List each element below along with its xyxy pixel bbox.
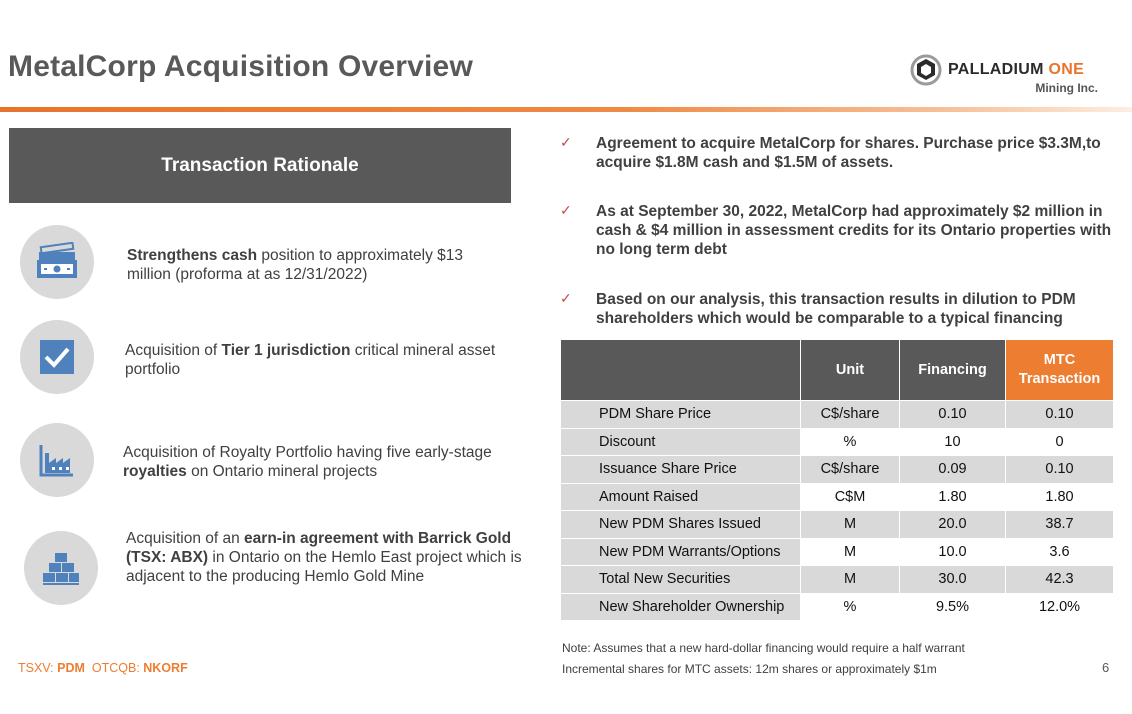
financing-cell: 1.80 bbox=[900, 483, 1006, 511]
reason-text-pre: Acquisition of bbox=[125, 342, 222, 359]
tsxv-label: TSXV: bbox=[18, 661, 58, 675]
reason-text-pre: Acquisition of Royalty Portfolio having five early-stage bbox=[123, 444, 492, 461]
row-label: New PDM Warrants/Options bbox=[561, 538, 801, 566]
mtc-cell: 38.7 bbox=[1006, 511, 1114, 539]
table-header-row bbox=[561, 340, 1114, 401]
reason-barrick bbox=[126, 529, 526, 586]
dilution-comparison-table bbox=[560, 339, 1114, 621]
cash-icon bbox=[35, 242, 79, 282]
unit-cell: C$/share bbox=[801, 401, 900, 429]
financing-cell: 30.0 bbox=[900, 566, 1006, 594]
mtc-cell: 42.3 bbox=[1006, 566, 1114, 594]
row-label: Discount bbox=[561, 428, 801, 456]
cash-icon-bubble bbox=[20, 225, 94, 299]
mtc-cell: 0.10 bbox=[1006, 401, 1114, 429]
logo-name-accent: ONE bbox=[1048, 61, 1085, 78]
table-row bbox=[561, 566, 1114, 594]
financing-cell: 10 bbox=[900, 428, 1006, 456]
reason-text: position to approximately $13 million (proforma at as 12/31/2022) bbox=[127, 247, 463, 283]
table-note-incremental: Incremental shares for MTC assets: 12m shares or approximately $1m bbox=[562, 662, 937, 676]
logo-subtitle: Mining Inc. bbox=[1035, 81, 1098, 95]
reason-cash bbox=[127, 246, 507, 284]
ticker-symbols bbox=[18, 661, 188, 675]
header-financing: Financing bbox=[900, 340, 1006, 401]
header-divider bbox=[0, 107, 1132, 112]
table-row bbox=[561, 456, 1114, 484]
reason-bold: earn-in agreement with Barrick Gold (TSX: ABX) bbox=[126, 530, 512, 566]
rationale-title: Transaction Rationale bbox=[161, 154, 359, 176]
checkmark-icon bbox=[38, 338, 76, 376]
unit-cell: M bbox=[801, 566, 900, 594]
row-label: New PDM Shares Issued bbox=[561, 511, 801, 539]
row-label: Amount Raised bbox=[561, 483, 801, 511]
reason-text: on Ontario mineral projects bbox=[186, 463, 378, 480]
tsxv-symbol: PDM bbox=[57, 661, 85, 675]
reason-bold: Strengthens cash bbox=[127, 247, 258, 264]
check-icon: ✓ bbox=[560, 290, 572, 306]
mtc-cell: 0 bbox=[1006, 428, 1114, 456]
gold-bars-icon-bubble bbox=[24, 531, 98, 605]
check-icon: ✓ bbox=[560, 134, 572, 150]
bullet-text: As at September 30, 2022, MetalCorp had approximately $2 million in cash & $4 million in assessment credits for its Ontario properties with no long term debt bbox=[596, 203, 1112, 258]
mtc-cell: 1.80 bbox=[1006, 483, 1114, 511]
reason-bold: Tier 1 jurisdiction bbox=[221, 342, 351, 359]
check-icon: ✓ bbox=[560, 202, 572, 218]
table-row bbox=[561, 401, 1114, 429]
factory-icon bbox=[39, 443, 75, 477]
page-title: MetalCorp Acquisition Overview bbox=[8, 50, 473, 83]
financing-cell: 20.0 bbox=[900, 511, 1006, 539]
reason-text: in Ontario on the Hemlo East project which is adjacent to the producing Hemlo Gold Mine bbox=[126, 549, 522, 585]
bullet-text: Agreement to acquire MetalCorp for shares. Purchase price $3.3M,to acquire $1.8M cash and $1.5M of assets. bbox=[596, 135, 1101, 171]
header-unit: Unit bbox=[801, 340, 900, 401]
reason-text: critical mineral asset portfolio bbox=[125, 342, 496, 378]
unit-cell: M bbox=[801, 511, 900, 539]
header-mtc-label: MTC Transaction bbox=[1018, 352, 1101, 387]
table-row bbox=[561, 428, 1114, 456]
financing-cell: 9.5% bbox=[900, 593, 1006, 621]
mtc-cell: 3.6 bbox=[1006, 538, 1114, 566]
row-label: Total New Securities bbox=[561, 566, 801, 594]
palladium-one-logo-icon bbox=[910, 54, 942, 86]
table-row bbox=[561, 593, 1114, 621]
checkmark-icon-bubble bbox=[20, 320, 94, 394]
otc-label: OTCQB: bbox=[91, 661, 144, 675]
mtc-cell: 12.0% bbox=[1006, 593, 1114, 621]
unit-cell: C$/share bbox=[801, 456, 900, 484]
row-label: PDM Share Price bbox=[561, 401, 801, 429]
reason-bold: royalties bbox=[123, 463, 187, 480]
financing-cell: 10.0 bbox=[900, 538, 1006, 566]
otc-symbol: NKORF bbox=[143, 661, 188, 675]
table-row bbox=[561, 483, 1114, 511]
reason-royalties bbox=[123, 443, 493, 481]
financing-cell: 0.10 bbox=[900, 401, 1006, 429]
financing-cell: 0.09 bbox=[900, 456, 1006, 484]
reason-jurisdiction bbox=[125, 341, 525, 379]
unit-cell: % bbox=[801, 593, 900, 621]
row-label: Issuance Share Price bbox=[561, 456, 801, 484]
logo-name bbox=[948, 61, 1084, 79]
unit-cell: C$M bbox=[801, 483, 900, 511]
row-label: New Shareholder Ownership bbox=[561, 593, 801, 621]
bullet-text: Based on our analysis, this transaction results in dilution to PDM shareholders which would be comparable to a typical financing bbox=[596, 291, 1076, 327]
page-number: 6 bbox=[1102, 660, 1110, 675]
reason-text-pre: Acquisition of an bbox=[126, 530, 245, 547]
factory-icon-bubble bbox=[20, 423, 94, 497]
logo-name-main: PALLADIUM bbox=[948, 61, 1044, 78]
company-logo bbox=[910, 52, 1110, 98]
unit-cell: % bbox=[801, 428, 900, 456]
transaction-rationale-header bbox=[9, 128, 511, 203]
header-cell-blank bbox=[561, 340, 801, 401]
unit-cell: M bbox=[801, 538, 900, 566]
table-row bbox=[561, 538, 1114, 566]
table-row bbox=[561, 511, 1114, 539]
mtc-cell: 0.10 bbox=[1006, 456, 1114, 484]
header-mtc-transaction bbox=[1006, 340, 1114, 401]
table-note-warrant: Note: Assumes that a new hard-dollar financing would require a half warrant bbox=[562, 641, 965, 655]
gold-bars-icon bbox=[41, 550, 81, 586]
